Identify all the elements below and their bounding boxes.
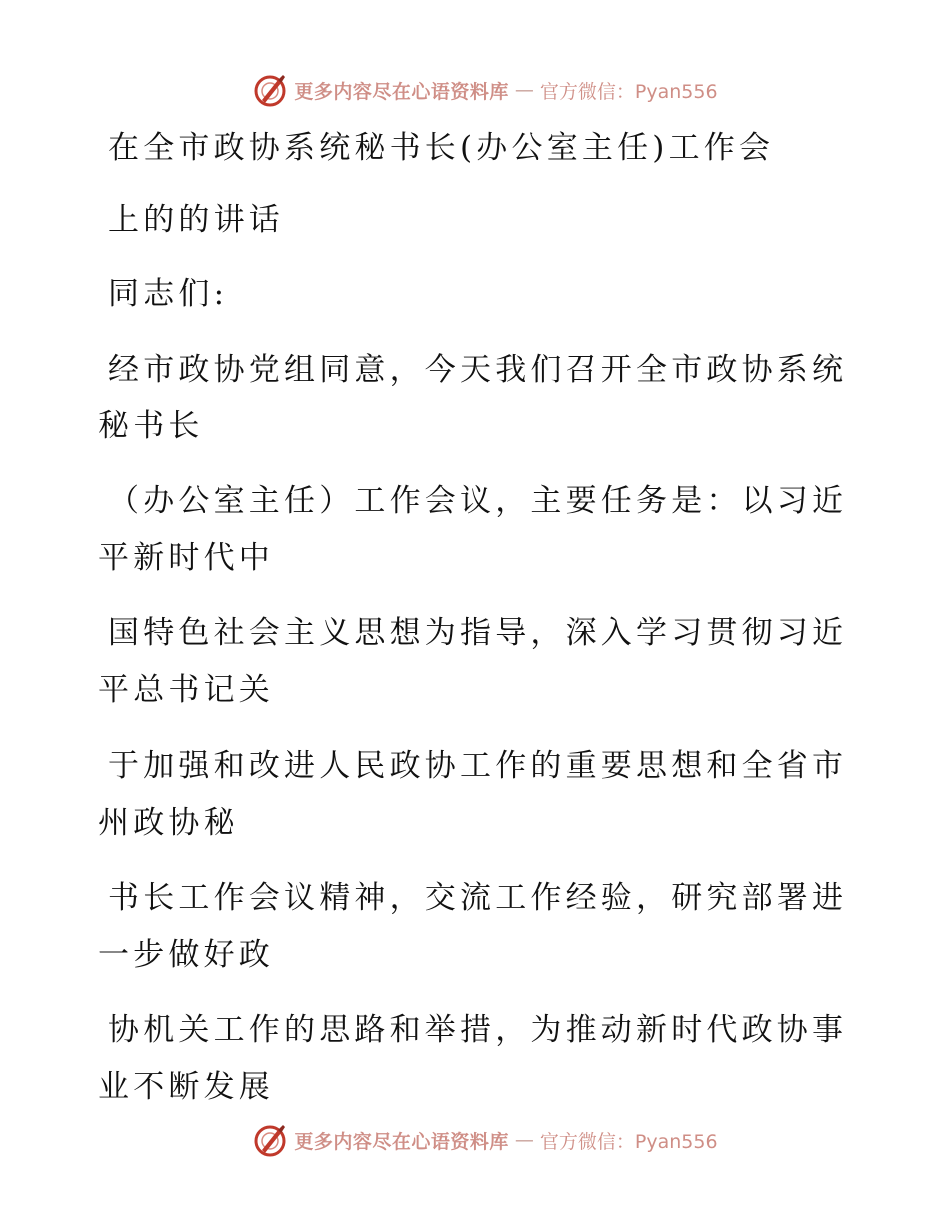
footer-banner-inner	[252, 1122, 717, 1158]
header-banner-wechat: 官方微信：Pyan556	[539, 80, 718, 103]
title-line-2: 上的的讲话	[108, 202, 284, 238]
body-line: 于加强和改进人民政协工作的重要思想和全省市	[108, 748, 848, 784]
body-line: 经市政协党组同意，今天我们召开全市政协系统	[108, 352, 848, 388]
header-banner-separator: —	[514, 79, 534, 101]
footer-banner-wechat: 官方微信：Pyan556	[539, 1130, 718, 1153]
body-line: 一步做好政	[98, 937, 274, 973]
footer-banner-text: 更多内容尽在心语资料库	[294, 1130, 509, 1153]
salutation: 同志们:	[108, 276, 229, 312]
title-line-1: 在全市政协系统秘书长(办公室主任)工作会	[108, 130, 775, 166]
body-line: 平新时代中	[98, 540, 274, 576]
footer-banner-separator: —	[514, 1129, 534, 1151]
header-banner-text: 更多内容尽在心语资料库	[294, 80, 509, 103]
footer-banner	[0, 1120, 950, 1160]
body-line: 州政协秘	[98, 805, 239, 841]
body-line: 平总书记关	[98, 672, 274, 708]
body-line: 秘书长	[98, 408, 204, 444]
body-line: 书长工作会议精神，交流工作经验，研究部署进	[108, 880, 848, 916]
body-line: 业不断发展	[98, 1069, 274, 1105]
body-line: 国特色社会主义思想为指导，深入学习贯彻习近	[108, 615, 848, 651]
pen-nib-circle-icon	[252, 1122, 288, 1158]
body-line: 协机关工作的思路和举措，为推动新时代政协事	[108, 1012, 848, 1048]
body-line: （办公室主任）工作会议，主要任务是：以习近	[108, 483, 848, 519]
